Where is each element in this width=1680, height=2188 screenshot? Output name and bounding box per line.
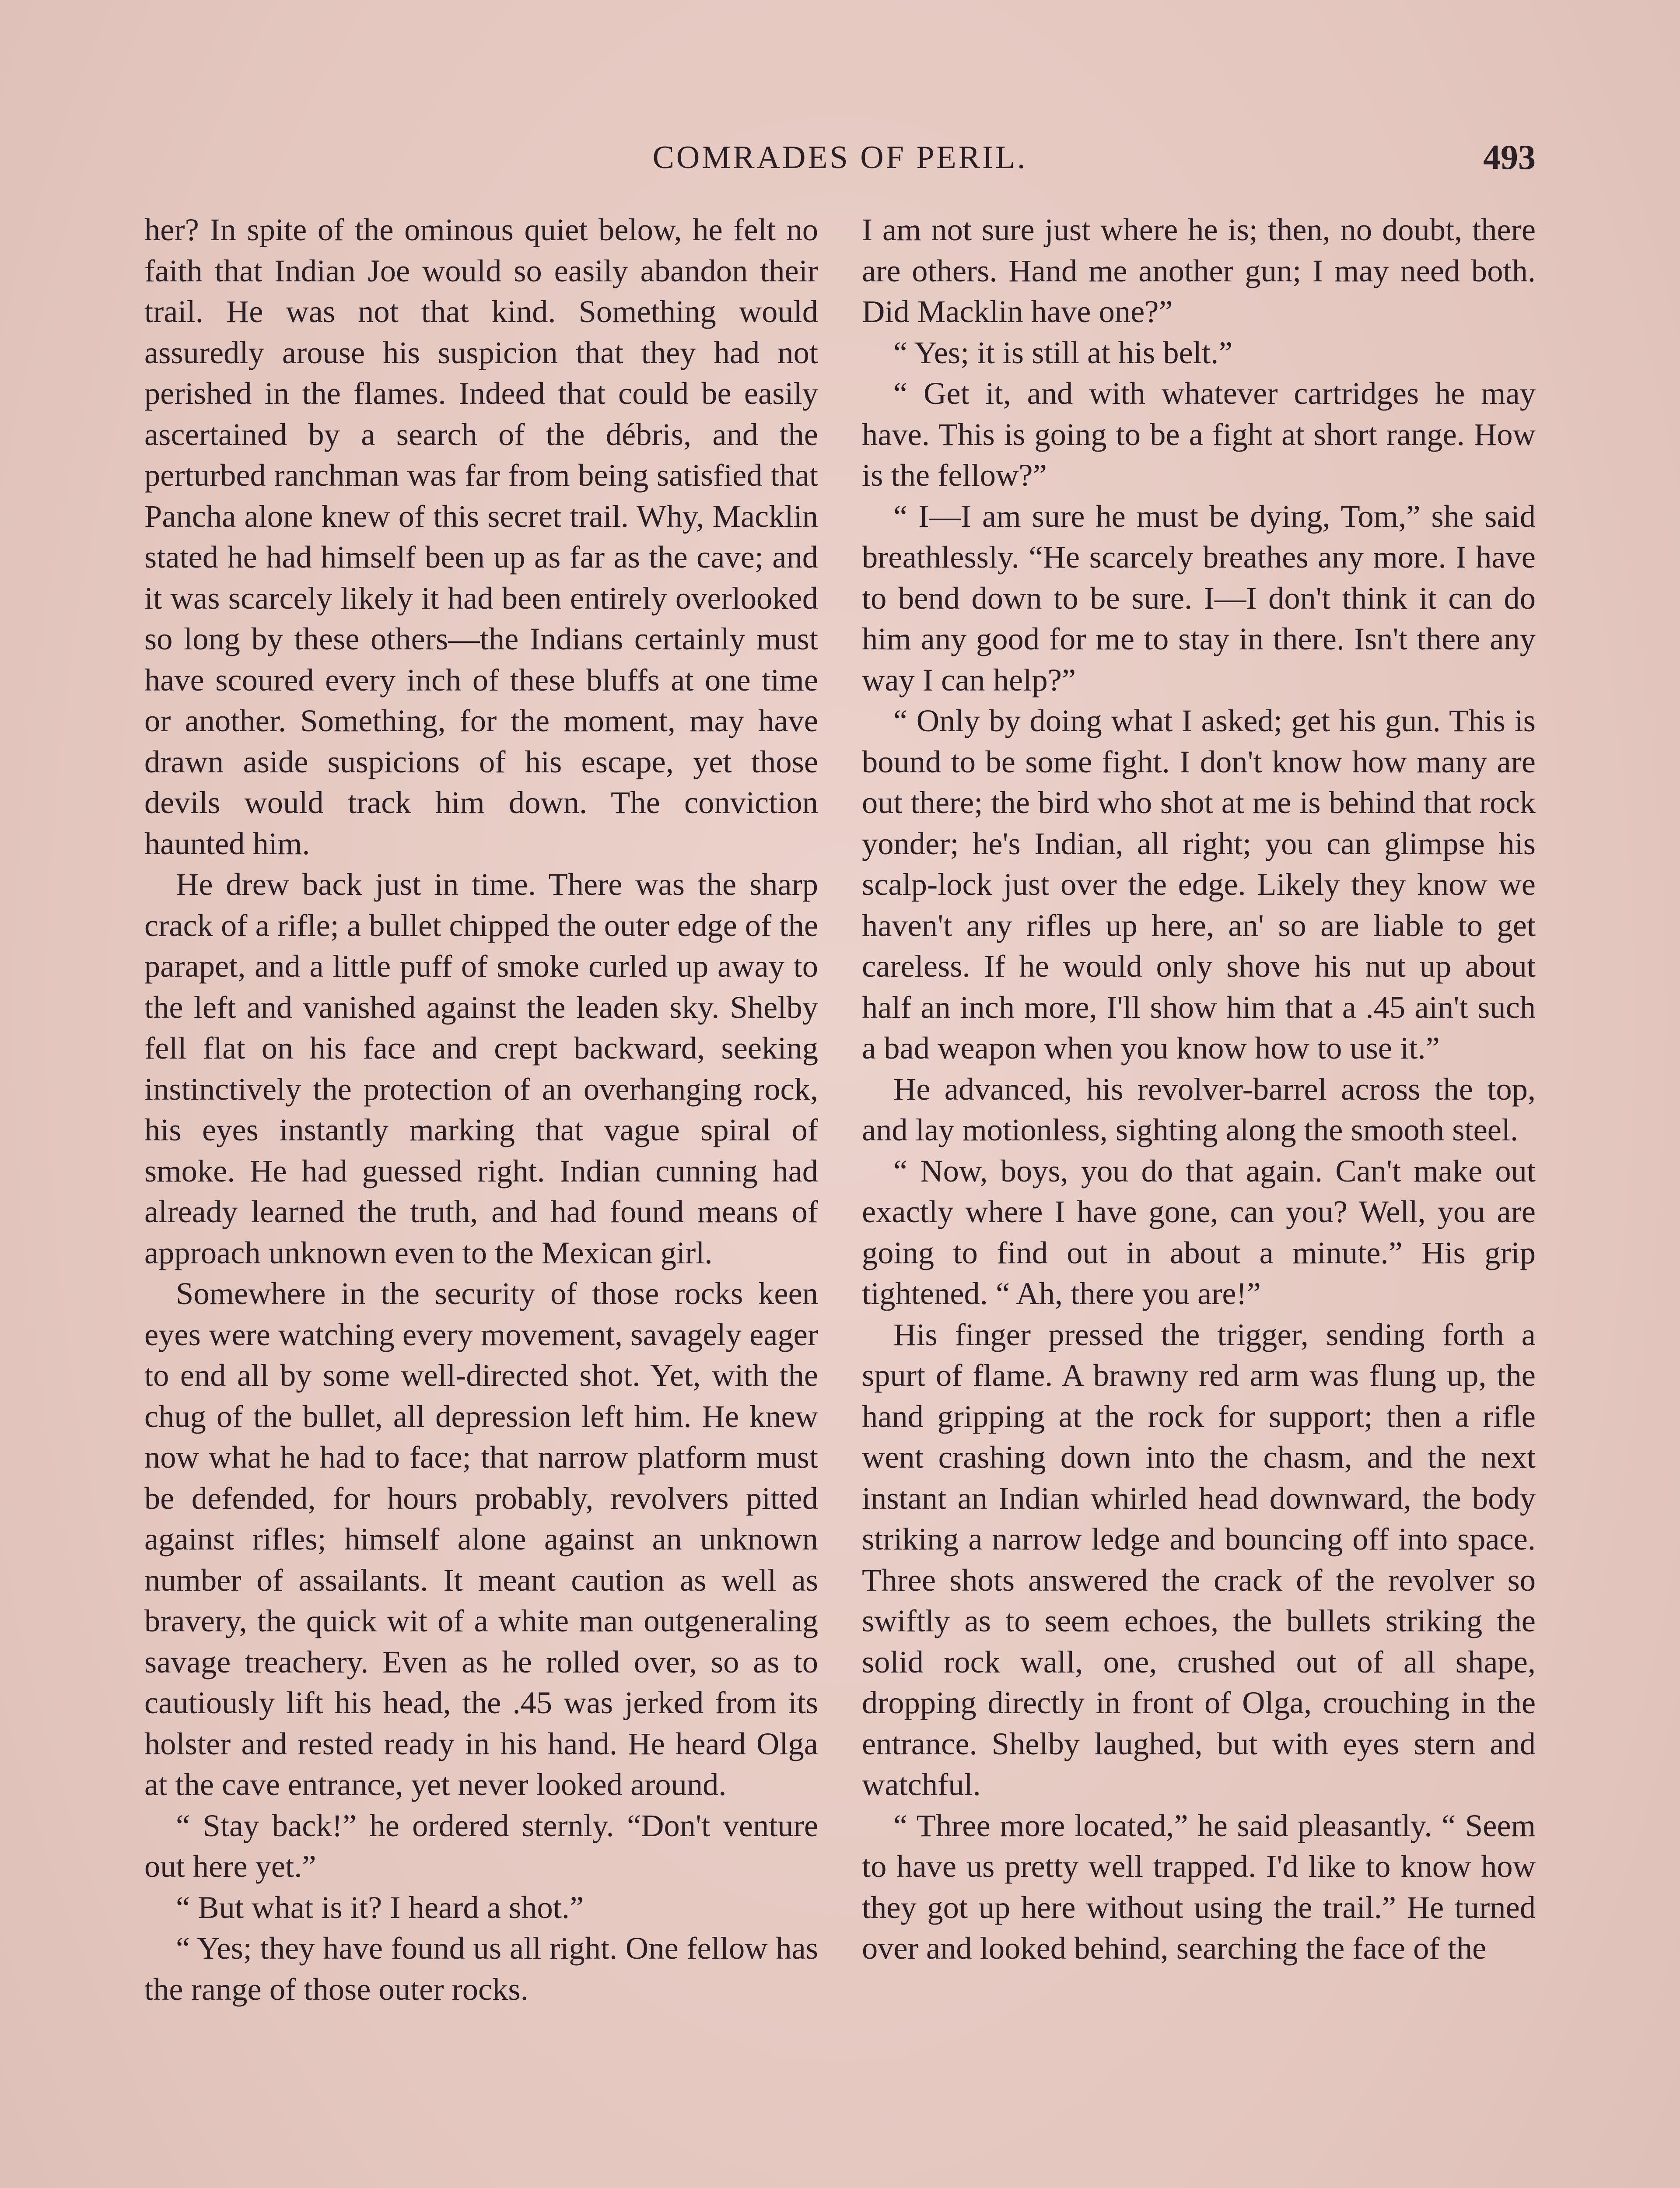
paragraph: “ I—I am sure he must be dying, Tom,” she said breathlessly. “He scarcely breathes any more. I have to bend down to be sure. I—I don't think it can do him any good for me to stay in there. Isn't there any way I can help?” bbox=[862, 498, 1536, 698]
paragraph: Somewhere in the security of those rocks keen eyes were watching every movement, savagely eager to end all by some well-directed shot. Yet, with the chug of the bullet, all depression left him. He knew now what he had to face; that narrow platform must be defended, for hours probably, revolvers pitted against rifles; himself alone against an unknown number of assailants. It meant caution as well as bravery, the quick wit of a white man outgeneraling savage treachery. Even as he rolled over, so as to cautiously lift his head, the .45 was jerked from its holster and rested ready in his hand. He heard Olga at the cave entrance, yet never looked around. bbox=[144, 1276, 818, 1802]
paragraph: “ Now, boys, you do that again. Can't make out exactly where I have gone, can you? Well, you are going to find out in about a minute.” His grip tightened. “ Ah, there you are!” bbox=[862, 1153, 1536, 1311]
running-head bbox=[144, 131, 1536, 184]
paragraph: I am not sure just where he is; then, no doubt, there are others. Hand me another gun; I may need both. Did Macklin have one?” bbox=[862, 212, 1536, 329]
paragraph: He drew back just in time. There was the sharp crack of a rifle; a bullet chipped the outer edge of the parapet, and a little puff of smoke curled up away to the left and vanished against the leaden sky. Shelby fell flat on his face and crept backward, seeking instinctively the protection of an overhanging rock, his eyes instantly marking that vague spiral of smoke. He had guessed right. Indian cunning had already learned the truth, and had found means of approach unknown even to the Mexican girl. bbox=[144, 866, 818, 1270]
paragraph: “ Stay back!” he ordered sternly. “Don't venture out here yet.” bbox=[144, 1807, 818, 1884]
paragraph: her? In spite of the ominous quiet below, he felt no faith that Indian Joe would so easily abandon their trail. He was not that kind. Something would assuredly arouse his suspicion that they had not perished in the flames. Indeed that could be easily ascertained by a search of the débris, and the perturbed ranchman was far from being satisfied that Pancha alone knew of this secret trail. Why, Macklin stated he had himself been up as far as the cave; and it was scarcely likely it had been entirely overlooked so long by these others—the Indians certainly must have scoured every inch of these bluffs at one time or another. Something, for the moment, may have drawn aside suspicions of his escape, yet those devils would track him down. The conviction haunted him. bbox=[144, 212, 818, 861]
right-column bbox=[862, 209, 1536, 2188]
paragraph: “ Yes; they have found us all right. One fellow has the range of those outer rocks. bbox=[144, 1930, 818, 2007]
running-title: COMRADES OF PERIL. bbox=[652, 140, 1028, 175]
paragraph: He advanced, his revolver-barrel across the top, and lay motionless, sighting along the smooth steel. bbox=[862, 1071, 1536, 1147]
paragraph: “ Yes; it is still at his belt.” bbox=[893, 334, 1233, 370]
paragraph: His finger pressed the trigger, sending forth a spurt of flame. A brawny red arm was flung up, the hand gripping at the rock for support; then a rifle went crashing down into the chasm, and the next instant an Indian whirled head downward, the body striking a narrow ledge and bouncing off into space. Three shots answered the crack of the revolver so swiftly as to seem echoes, the bullets striking the solid rock wall, one, crushed out of all shape, dropping directly in front of Olga, crouching in the entrance. Shelby laughed, but with eyes stern and watchful. bbox=[862, 1316, 1536, 1802]
paragraph: “ Get it, and with whatever cartridges he may have. This is going to be a fight at short range. How is the fellow?” bbox=[862, 375, 1536, 493]
paragraph: “ Only by doing what I asked; get his gun. This is bound to be some fight. I don't know how many are out there; the bird who shot at me is behind that rock yonder; he's Indian, all right; you can glimpse his scalp-lock just over the edge. Likely they know we haven't any rifles up here, an' so are liable to get careless. If he would only shove his nut up about half an inch more, I'll show him that a .45 ain't such a bad weapon when you know how to use it.” bbox=[862, 703, 1536, 1066]
paragraph: “ Three more located,” he said pleasantly. “ Seem to have us pretty well trapped. I'd like to know how they got up here without using the trail.” He turned over and looked behind, searching the face of the bbox=[862, 1807, 1536, 1966]
paragraph: “ But what is it? I heard a shot.” bbox=[176, 1889, 584, 1925]
left-column bbox=[144, 209, 818, 2188]
page-number: 493 bbox=[1483, 138, 1536, 177]
